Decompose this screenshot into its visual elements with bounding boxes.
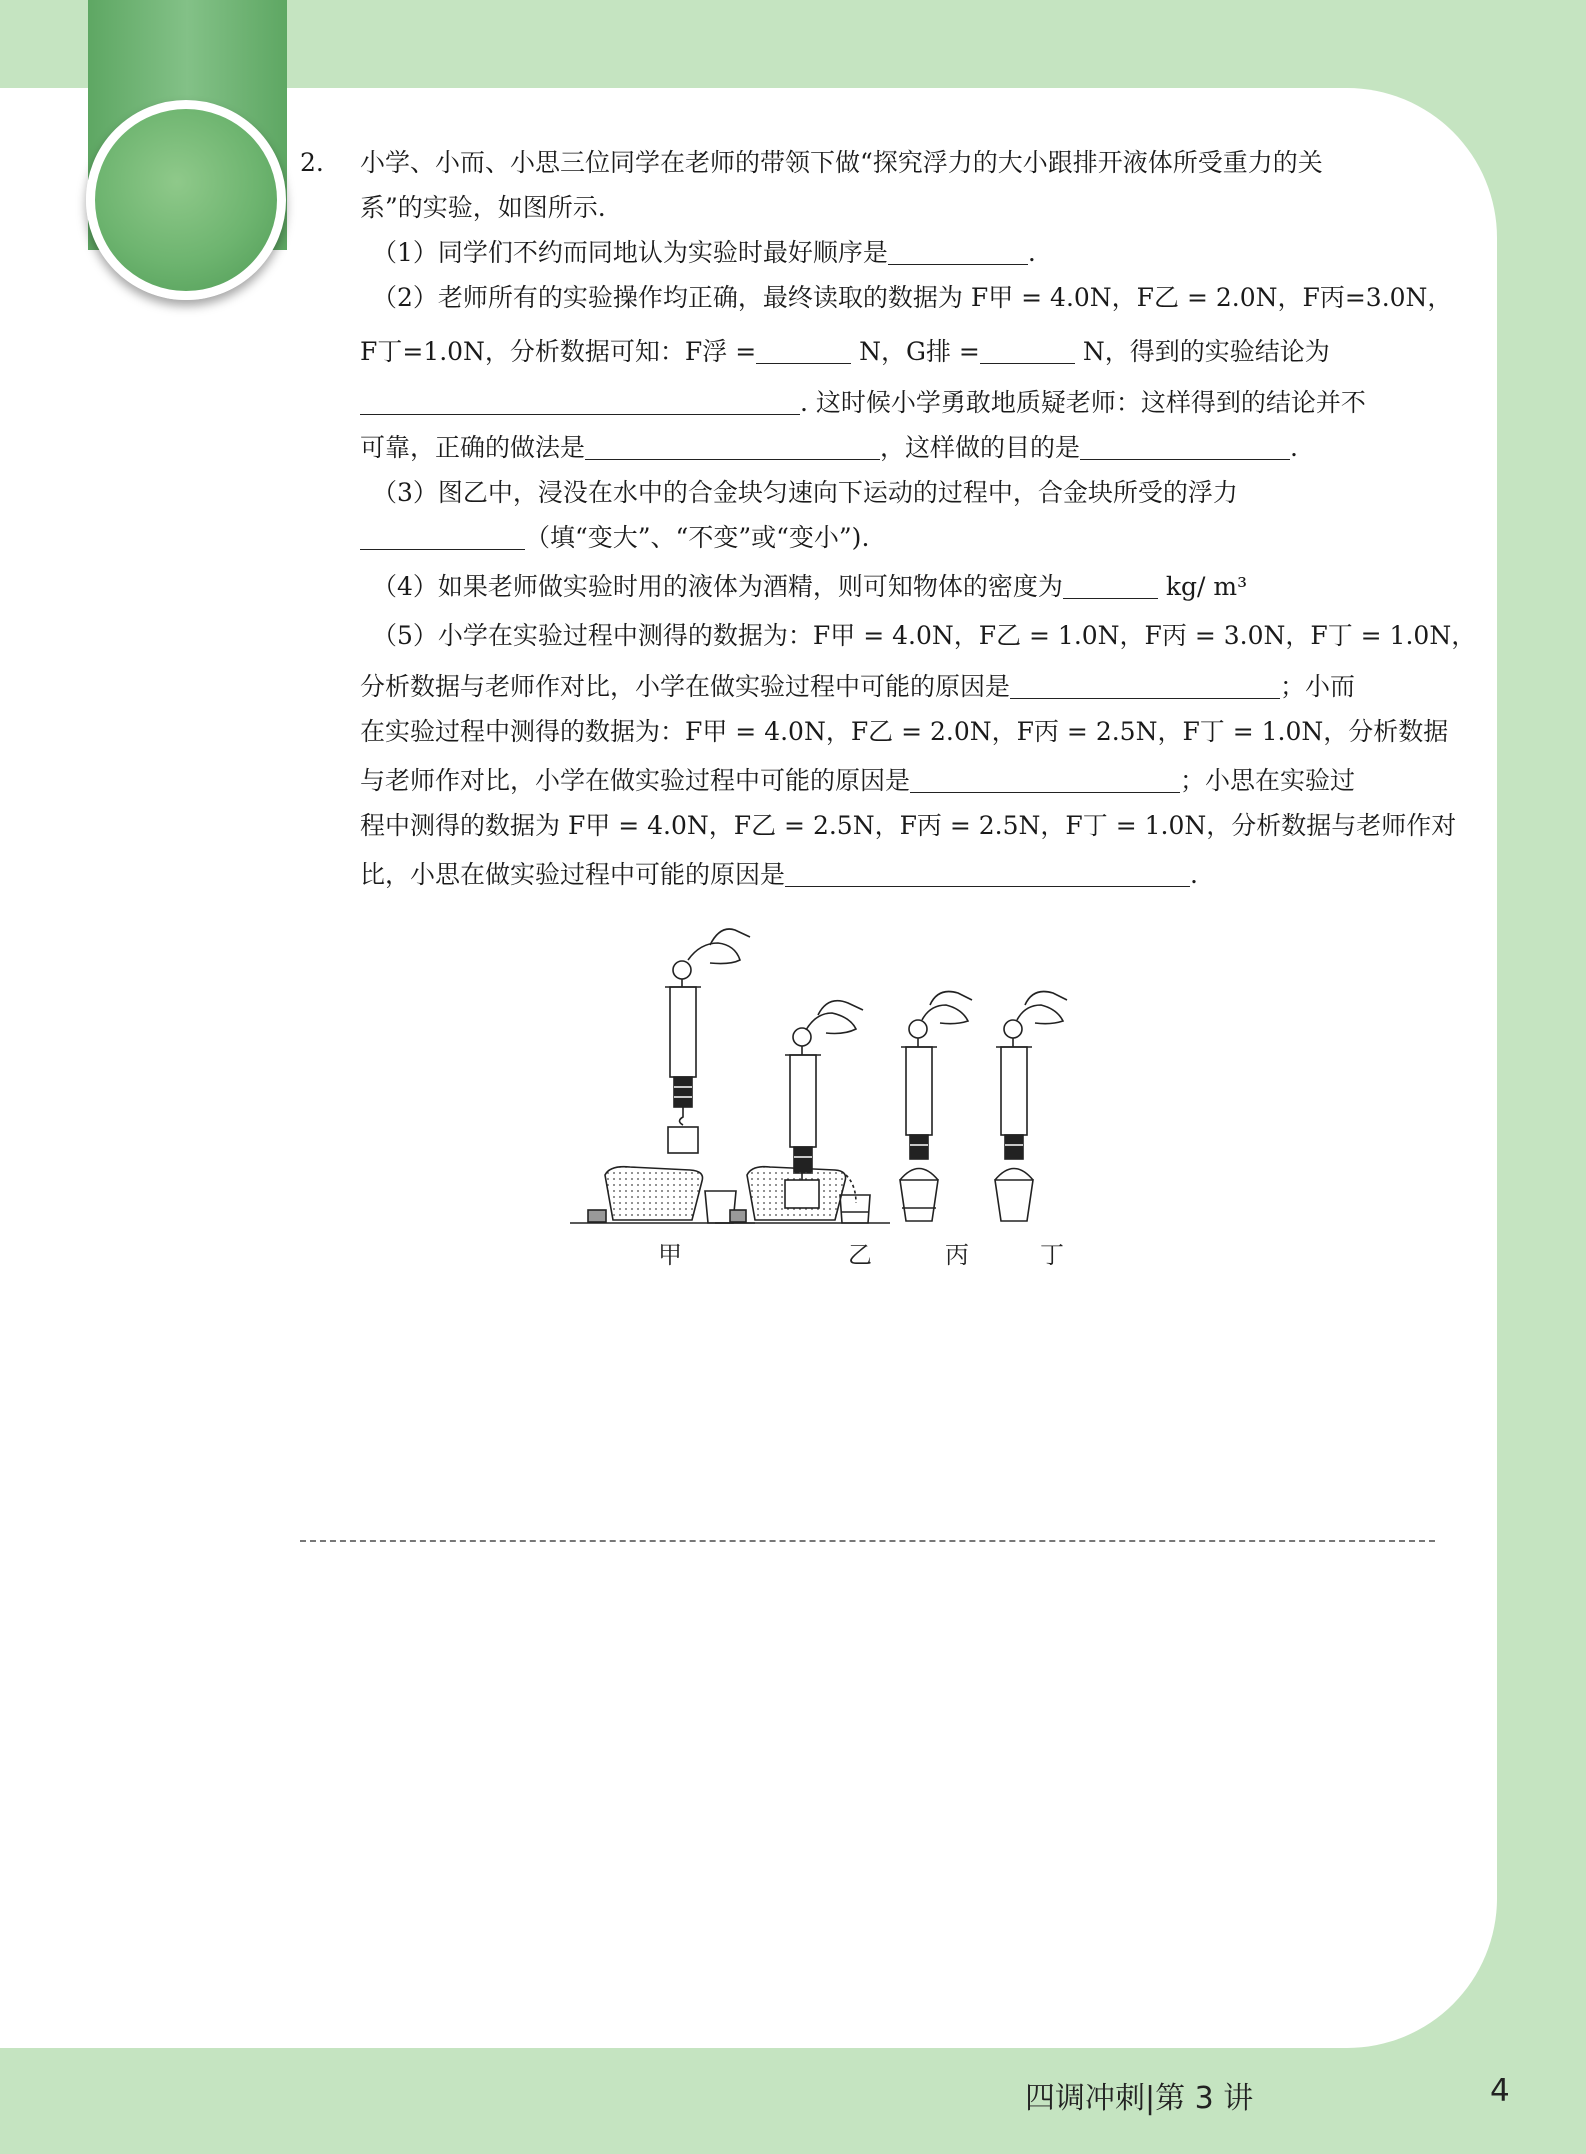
spring-scale-body (1001, 1047, 1027, 1135)
dashed-divider (300, 1540, 1435, 1542)
part-1 (360, 230, 1440, 275)
part-3-b: （填“变大”、“不变”或“变小”). (525, 523, 870, 552)
answer-blank[interactable] (360, 388, 800, 415)
part-1-end: . (1027, 238, 1036, 267)
wooden-block (730, 1210, 746, 1222)
answer-blank[interactable] (585, 433, 880, 460)
part-2-b2: N，G排 = (859, 337, 980, 366)
figure-label-jia: 甲 (658, 1241, 682, 1269)
part-2-c: . 这时候小学勇敢地质疑老师：这样得到的结论并不 (800, 388, 1366, 417)
answer-blank[interactable] (1063, 572, 1158, 599)
answer-blank[interactable] (785, 860, 1190, 887)
answer-blank[interactable] (360, 523, 525, 550)
setup-jia (570, 929, 755, 1223)
footer-title: 四调冲刺|第 3 讲 (1025, 2081, 1254, 2116)
part-2-d3: . (1290, 433, 1298, 462)
part-3-line-b (360, 515, 1440, 560)
part-2-line-a: （2）老师所有的实验操作均正确，最终读取的数据为 F甲 = 4.0N，F乙 = 2.0N，F丙=3.0N， (372, 283, 1453, 312)
part-2-b1: F丁=1.0N，分析数据可知：F浮 = (360, 337, 757, 366)
part-2-line-d (360, 425, 1440, 470)
setup-bing (900, 992, 972, 1222)
part-5-line-f (360, 852, 1440, 897)
page-number: 4 (1490, 2073, 1510, 2109)
spring-scale-body (906, 1047, 932, 1135)
overflow-beaker (605, 1167, 703, 1220)
spring-scale-body (790, 1055, 816, 1147)
alloy-block (785, 1180, 819, 1208)
answer-blank[interactable] (910, 766, 1180, 793)
part-4 (360, 564, 1440, 609)
part-2-d1: 可靠，正确的做法是 (360, 433, 586, 462)
part-5-b2: ；小而 (1280, 672, 1356, 701)
part-3-line-a: （3）图乙中，浸没在水中的合金块匀速向下运动的过程中，合金块所受的浮力 (372, 478, 1238, 507)
figure-label-yi: 乙 (848, 1241, 872, 1269)
part-2-b3: N，得到的实验结论为 (1082, 337, 1330, 366)
spring-scale-body (670, 987, 696, 1077)
hand-icon (688, 943, 740, 964)
question-block (300, 140, 1477, 897)
answer-blank[interactable] (1080, 433, 1290, 460)
setup-yi (715, 1001, 890, 1223)
setup-ding (995, 992, 1067, 1222)
spring-scale-ring (909, 1020, 927, 1038)
answer-blank[interactable] (888, 238, 1028, 265)
part-4-text: （4）如果老师做实验时用的液体为酒精，则可知物体的密度为 (372, 572, 1063, 601)
part-5-d1: 与老师作对比，小学在做实验过程中可能的原因是 (360, 766, 911, 795)
figure-label-ding: 丁 (1040, 1241, 1064, 1269)
answer-blank[interactable] (1010, 672, 1280, 699)
part-5-f2: . (1190, 860, 1198, 889)
answer-blank[interactable] (756, 337, 851, 364)
part-2-line-c (360, 380, 1440, 425)
small-cup (995, 1180, 1033, 1221)
part-1-text: （1）同学们不约而同地认为实验时最好顺序是 (372, 238, 888, 267)
part-2-d2: ，这样做的目的是 (880, 433, 1081, 462)
spring-scale-ring (793, 1028, 811, 1046)
intro-line-1: 小学、小而、小思三位同学在老师的带领下做“探究浮力的大小跟排开液体所受重力的关 (360, 148, 1323, 177)
part-5-line-c: 在实验过程中测得的数据为：F甲 = 4.0N，F乙 = 2.0N，F丙 = 2.5N，F丁 = 1.0N，分析数据 (360, 717, 1449, 746)
spring-scale-ring (1004, 1020, 1022, 1038)
experiment-figure (570, 925, 1170, 1375)
small-cup (900, 1180, 938, 1221)
part-5-line-a: （5）小学在实验过程中测得的数据为：F甲 = 4.0N，F乙 = 1.0N，F丙 = 3.0N，F丁 = 1.0N， (372, 621, 1477, 650)
answer-blank[interactable] (980, 337, 1075, 364)
chapter-badge-circle (86, 100, 286, 300)
part-5-line-b (360, 664, 1440, 709)
part-5-f1: 比，小思在做实验过程中可能的原因是 (360, 860, 786, 889)
part-5-line-d (360, 758, 1440, 803)
small-cup (840, 1195, 870, 1223)
part-4-unit: kg/ m³ (1165, 572, 1248, 601)
part-2-line-b (360, 329, 1440, 374)
figure-label-bing: 丙 (945, 1241, 969, 1269)
question-number: 2. (300, 148, 324, 177)
spring-scale-ring (673, 961, 691, 979)
part-5-d2: ；小思在实验过 (1180, 766, 1356, 795)
intro-line-2: 系”的实验，如图所示. (360, 193, 606, 222)
part-5-b1: 分析数据与老师作对比，小学在做实验过程中可能的原因是 (360, 672, 1011, 701)
wooden-block (588, 1210, 606, 1222)
alloy-block (668, 1127, 698, 1153)
part-5-line-e: 程中测得的数据为 F甲 = 4.0N，F乙 = 2.5N，F丙 = 2.5N，F丁 = 1.0N，分析数据与老师作对 (360, 811, 1457, 840)
